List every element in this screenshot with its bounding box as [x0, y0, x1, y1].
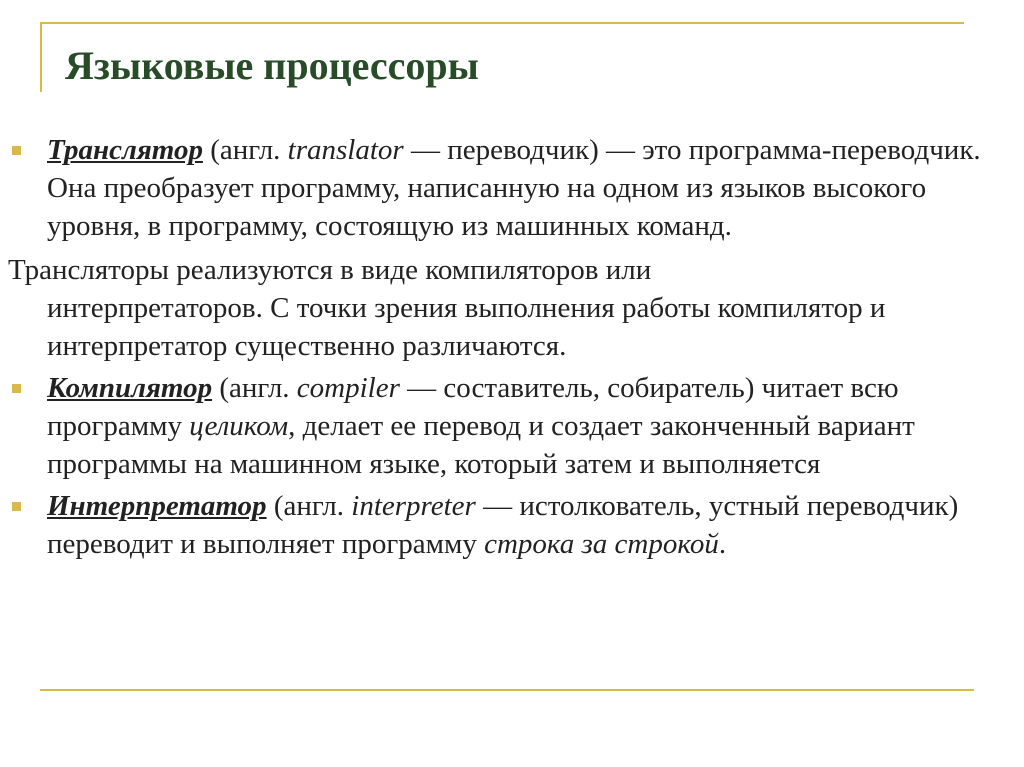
- text-segment: — составитель, собиратель) читает всю программу: [47, 372, 899, 442]
- text-segment: — переводчик) — это программа-переводчик. Она преобразует программу, написанную на одном из языков высокого уровня, в программу, состоящую из машинных команд.: [47, 134, 981, 242]
- english-term: compiler: [296, 372, 400, 404]
- bullet-square-icon: [12, 384, 21, 393]
- term-interpreter: Интерпретатор: [47, 490, 267, 522]
- paragraph-translator: [0, 131, 1024, 245]
- text-segment: .: [718, 528, 727, 560]
- text-segment: (англ.: [266, 490, 352, 522]
- text-segment: Трансляторы реализуются в виде компиляторов или: [8, 254, 652, 286]
- english-term: translator: [287, 134, 404, 166]
- term-compiler: Компилятор: [47, 372, 213, 404]
- slide-title: Языковые процессоры: [65, 43, 479, 88]
- paragraph-compiler: [0, 369, 1024, 483]
- text-segment: (англ.: [212, 372, 297, 404]
- text-segment: (англ.: [202, 134, 288, 166]
- slide-frame-bottom-line: [40, 689, 974, 691]
- text-segment: , делает ее перевод и создает законченный вариант программы на машинном языке, который затем и выполняется: [47, 410, 915, 480]
- paragraph-interpreter: [0, 487, 1024, 563]
- paragraph-translators-kinds: [0, 251, 1024, 365]
- term-translator: Транслятор: [47, 134, 203, 166]
- slide-frame-left-line: [40, 22, 42, 92]
- slide-content: [0, 131, 1024, 563]
- text-segment: — истолкователь, устный переводчик) переводит и выполняет программу: [47, 490, 959, 560]
- bullet-square-icon: [12, 502, 21, 511]
- bullet-square-icon: [12, 146, 21, 155]
- emphasis-text: строка за строкой: [484, 528, 719, 560]
- text-segment: интерпретаторов. С точки зрения выполнения работы компилятор и интерпретатор существенно различаются.: [47, 292, 886, 362]
- slide-frame-top-line: [40, 22, 964, 24]
- english-term: interpreter: [351, 490, 476, 522]
- emphasis-text: целиком: [189, 410, 289, 442]
